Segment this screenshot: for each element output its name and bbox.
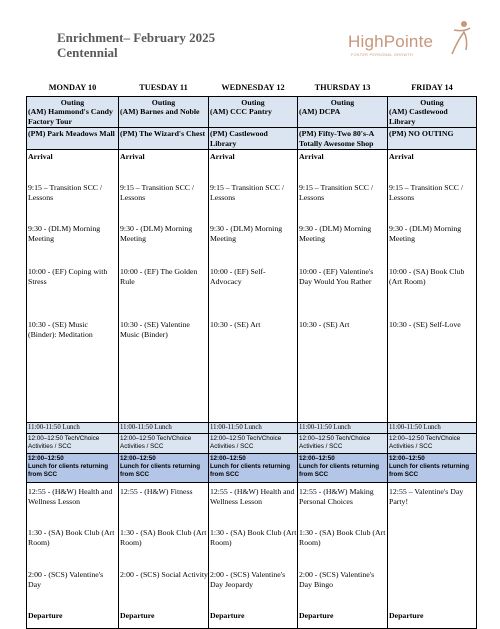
arrival: Arrival bbox=[210, 152, 235, 161]
am-outing: (AM) DCPA bbox=[299, 107, 341, 116]
activity-1000: 10:00 - (EF) Valentine's Day Would You Rather bbox=[299, 267, 374, 286]
schedule-table bbox=[26, 80, 477, 629]
lunch: 11:00-11:50 Lunch bbox=[27, 423, 119, 434]
activity-1030: 10:30 - (SE) Art bbox=[299, 320, 350, 329]
scc-lunch-desc: Lunch for clients returning from SCC bbox=[389, 463, 470, 478]
outing-label: Outing bbox=[330, 97, 355, 107]
am-outing-cell bbox=[209, 96, 298, 128]
activity-1000: 10:00 - (SA) Book Club (Art Room) bbox=[389, 267, 465, 286]
scc-lunch-time: 12:00–12:50 bbox=[28, 455, 64, 462]
arrival: Arrival bbox=[299, 152, 324, 161]
pm-outing: (PM) Park Meadows Mall bbox=[27, 128, 119, 150]
am-outing-cell bbox=[388, 96, 477, 128]
activity-130: 1:30 - (SA) Book Club (Art Room) bbox=[120, 528, 207, 547]
activity-transition: 9:15 – Transition SCC / Lessons bbox=[120, 183, 195, 202]
scc-lunch-time: 12:00–12:50 bbox=[389, 455, 425, 462]
day-header: THURSDAY 13 bbox=[314, 83, 371, 93]
scc-lunch-cell bbox=[27, 454, 119, 483]
activity-meeting: 9:30 - (DLM) Morning Meeting bbox=[299, 224, 372, 243]
day-header: WEDNESDAY 12 bbox=[221, 83, 285, 93]
page-title: Enrichment– February 2025 bbox=[57, 30, 216, 45]
morning-cell bbox=[209, 150, 298, 423]
am-outing-cell bbox=[27, 96, 119, 128]
page-header bbox=[0, 0, 500, 80]
arrival: Arrival bbox=[28, 152, 53, 161]
scc-lunch-row bbox=[27, 454, 477, 483]
scc-lunch-cell bbox=[388, 454, 477, 483]
tech-row bbox=[27, 434, 477, 454]
outing-label: Outing bbox=[420, 97, 444, 107]
day-header: TUESDAY 11 bbox=[139, 83, 188, 93]
departure: Departure bbox=[389, 611, 424, 620]
am-outing-cell bbox=[298, 96, 388, 128]
scc-lunch-time: 12:00–12:50 bbox=[210, 455, 246, 462]
logo-figure-icon bbox=[450, 20, 472, 56]
scc-lunch-cell bbox=[298, 454, 388, 483]
activity-1000: 10:00 - (EF) Self-Advocacy bbox=[210, 267, 266, 286]
am-outing-row bbox=[27, 96, 477, 128]
activity-transition: 9:15 – Transition SCC / Lessons bbox=[210, 183, 285, 202]
departure: Departure bbox=[299, 611, 334, 620]
activity-1030: 10:30 - (SE) Valentine Music (Binder) bbox=[120, 320, 190, 339]
lunch: 11:00-11:50 Lunch bbox=[298, 423, 388, 434]
afternoon-cell bbox=[298, 483, 388, 629]
scc-lunch-cell bbox=[209, 454, 298, 483]
scc-lunch-desc: Lunch for clients returning from SCC bbox=[120, 463, 201, 478]
scc-lunch-desc: Lunch for clients returning from SCC bbox=[299, 463, 380, 478]
morning-cell bbox=[119, 150, 209, 423]
scc-lunch-desc: Lunch for clients returning from SCC bbox=[210, 463, 291, 478]
outing-label: Outing bbox=[151, 97, 176, 107]
afternoon-activities-row bbox=[27, 483, 477, 629]
arrival: Arrival bbox=[120, 152, 145, 161]
day-header: FRIDAY 14 bbox=[411, 83, 453, 93]
am-outing: (AM) CCC Pantry bbox=[210, 107, 272, 116]
scc-lunch-time: 12:00–12:50 bbox=[120, 455, 156, 462]
activity-1000: 10:00 - (EF) Coping with Stress bbox=[28, 267, 108, 286]
day-header-row bbox=[27, 80, 477, 96]
activity-meeting: 9:30 - (DLM) Morning Meeting bbox=[28, 224, 101, 243]
lunch: 11:00-11:50 Lunch bbox=[388, 423, 477, 434]
day-header: MONDAY 10 bbox=[48, 83, 97, 93]
afternoon-cell bbox=[27, 483, 119, 629]
am-outing: (AM) Castlewood Library bbox=[389, 107, 448, 126]
activity-transition: 9:15 – Transition SCC / Lessons bbox=[28, 183, 103, 202]
lunch: 11:00-11:50 Lunch bbox=[119, 423, 209, 434]
scc-lunch-desc: Lunch for clients returning from SCC bbox=[28, 463, 109, 478]
afternoon-cell bbox=[209, 483, 298, 629]
activity-1030: 10:30 - (SE) Self-Love bbox=[389, 320, 461, 329]
am-outing: (AM) Barnes and Noble bbox=[120, 107, 200, 116]
morning-cell bbox=[27, 150, 119, 423]
activity-meeting: 9:30 - (DLM) Morning Meeting bbox=[210, 224, 283, 243]
pm-outing: (PM) Fifty-Two 80's-A Totally Awesome Shop bbox=[298, 128, 388, 150]
logo-tagline: FOSTER PERSONAL GROWTH bbox=[351, 53, 413, 57]
activity-1000: 10:00 - (EF) The Golden Rule bbox=[120, 267, 198, 286]
activity-130: 1:30 - (SA) Book Club (Art Room) bbox=[299, 528, 386, 547]
activity-130: 1:30 - (SA) Book Club (Art Room) bbox=[210, 528, 297, 547]
activity-meeting: 9:30 - (DLM) Morning Meeting bbox=[389, 224, 462, 243]
pm-outing: (PM) Castlewood Library bbox=[209, 128, 298, 150]
outing-label: Outing bbox=[60, 97, 85, 107]
activity-1030: 10:30 - (SE) Music (Binder): Meditation bbox=[28, 320, 93, 339]
activity-transition: 9:15 – Transition SCC / Lessons bbox=[299, 183, 374, 202]
page-subtitle: Centennial bbox=[57, 45, 118, 60]
am-outing: (AM) Hammond's Candy Factory Tour bbox=[28, 107, 113, 126]
pm-outing: (PM) The Wizard's Chest bbox=[119, 128, 209, 150]
tech-choice: 12:00–12:50 Tech/Choice Activities / SCC bbox=[298, 434, 388, 454]
tech-choice: 12:00–12:50 Tech/Choice Activities / SCC bbox=[119, 434, 209, 454]
afternoon-cell bbox=[119, 483, 209, 629]
scc-lunch-time: 12:00–12:50 bbox=[299, 455, 335, 462]
tech-choice: 12:00–12:50 Tech/Choice Activities / SCC bbox=[27, 434, 119, 454]
activity-200: 2:00 - (SCS) Social Activity bbox=[120, 570, 208, 579]
activity-130: 1:30 - (SA) Book Club (Art Room) bbox=[28, 528, 115, 547]
activity-200: 2:00 - (SCS) Valentine's Day bbox=[28, 570, 104, 589]
activity-1255: 12:55 - (H&W) Making Personal Choices bbox=[299, 487, 374, 506]
lunch: 11:00-11:50 Lunch bbox=[209, 423, 298, 434]
am-outing-cell bbox=[119, 96, 209, 128]
departure: Departure bbox=[28, 611, 63, 620]
departure: Departure bbox=[210, 611, 245, 620]
lunch-row bbox=[27, 423, 477, 434]
scc-lunch-cell bbox=[119, 454, 209, 483]
activity-1255: 12:55 – Valentine's Day Party! bbox=[389, 487, 464, 506]
afternoon-cell bbox=[388, 483, 477, 629]
morning-cell bbox=[388, 150, 477, 423]
departure: Departure bbox=[120, 611, 155, 620]
outing-label: Outing bbox=[241, 97, 265, 107]
tech-choice: 12:00–12:50 Tech/Choice Activities / SCC bbox=[388, 434, 477, 454]
logo-text: HighPointe bbox=[348, 32, 434, 51]
activity-200: 2:00 - (SCS) Valentine's Day Jeopardy bbox=[210, 570, 286, 589]
morning-activities-row bbox=[27, 150, 477, 423]
highpointe-logo bbox=[348, 20, 478, 60]
activity-meeting: 9:30 - (DLM) Morning Meeting bbox=[120, 224, 193, 243]
pm-outing: (PM) NO OUTING bbox=[388, 128, 477, 150]
pm-outing-row bbox=[27, 128, 477, 150]
morning-cell bbox=[298, 150, 388, 423]
activity-200: 2:00 - (SCS) Valentine's Day Bingo bbox=[299, 570, 375, 589]
arrival: Arrival bbox=[389, 152, 414, 161]
activity-1255: 12:55 - (H&W) Fitness bbox=[120, 487, 193, 496]
activity-1255: 12:55 - (H&W) Health and Wellness Lesson bbox=[28, 487, 113, 506]
tech-choice: 12:00–12:50 Tech/Choice Activities / SCC bbox=[209, 434, 298, 454]
activity-1030: 10:30 - (SE) Art bbox=[210, 320, 261, 329]
activity-transition: 9:15 – Transition SCC / Lessons bbox=[389, 183, 464, 202]
activity-1255: 12:55 - (H&W) Health and Wellness Lesson bbox=[210, 487, 295, 506]
